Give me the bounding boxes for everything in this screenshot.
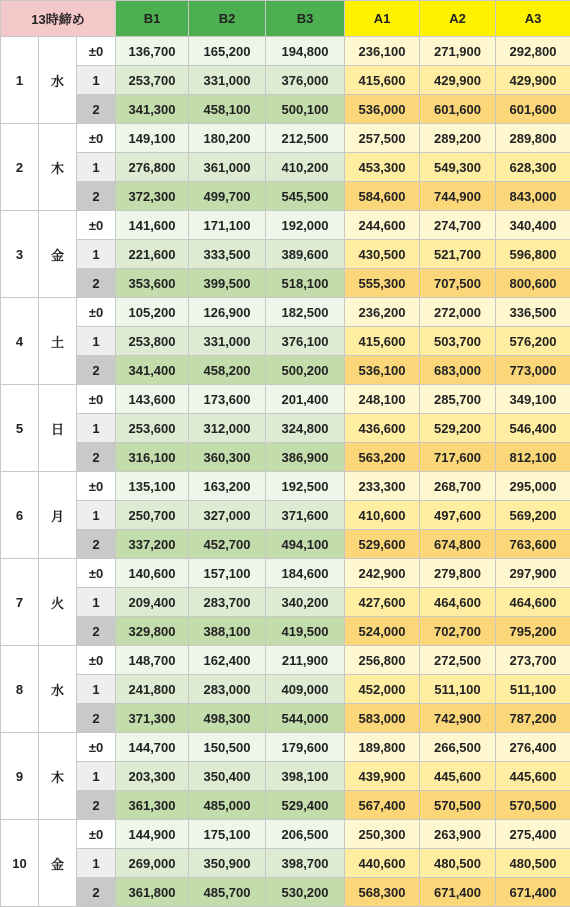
- price-cell: 445,600: [496, 762, 570, 791]
- level-label: 2: [77, 704, 116, 733]
- price-cell: 171,100: [189, 211, 266, 240]
- table-row: [1, 501, 570, 530]
- price-cell: 570,500: [496, 791, 570, 820]
- price-cell: 144,700: [116, 733, 189, 762]
- price-cell: 150,500: [189, 733, 266, 762]
- table-title: 13時締め: [1, 1, 116, 37]
- price-cell: 563,200: [345, 443, 420, 472]
- level-label: 2: [77, 182, 116, 211]
- price-cell: 452,700: [189, 530, 266, 559]
- price-cell: 341,300: [116, 95, 189, 124]
- price-cell: 175,100: [189, 820, 266, 849]
- price-cell: 173,600: [189, 385, 266, 414]
- price-cell: 458,100: [189, 95, 266, 124]
- price-cell: 453,300: [345, 153, 420, 182]
- price-cell: 274,700: [420, 211, 496, 240]
- price-cell: 430,500: [345, 240, 420, 269]
- level-label: ±0: [77, 646, 116, 675]
- price-cell: 276,400: [496, 733, 570, 762]
- price-cell: 203,300: [116, 762, 189, 791]
- price-cell: 272,500: [420, 646, 496, 675]
- price-cell: 233,300: [345, 472, 420, 501]
- price-cell: 283,000: [189, 675, 266, 704]
- table-row: [1, 298, 570, 327]
- price-cell: 429,900: [496, 66, 570, 95]
- price-cell: 165,200: [189, 37, 266, 66]
- price-cell: 671,400: [420, 878, 496, 907]
- price-cell: 206,500: [266, 820, 345, 849]
- price-cell: 337,200: [116, 530, 189, 559]
- price-cell: 242,900: [345, 559, 420, 588]
- price-cell: 399,500: [189, 269, 266, 298]
- price-cell: 376,100: [266, 327, 345, 356]
- price-cell: 628,300: [496, 153, 570, 182]
- price-cell: 236,100: [345, 37, 420, 66]
- price-cell: 331,000: [189, 66, 266, 95]
- price-cell: 683,000: [420, 356, 496, 385]
- price-cell: 795,200: [496, 617, 570, 646]
- price-cell: 192,500: [266, 472, 345, 501]
- level-label: 2: [77, 95, 116, 124]
- price-cell: 327,000: [189, 501, 266, 530]
- price-cell: 601,600: [496, 95, 570, 124]
- price-cell: 350,400: [189, 762, 266, 791]
- date-number: 10: [1, 820, 39, 907]
- price-cell: 498,300: [189, 704, 266, 733]
- table-row: [1, 530, 570, 559]
- level-label: ±0: [77, 472, 116, 501]
- price-cell: 567,400: [345, 791, 420, 820]
- table-row: [1, 124, 570, 153]
- table-row: [1, 385, 570, 414]
- price-cell: 545,500: [266, 182, 345, 211]
- price-cell: 135,100: [116, 472, 189, 501]
- price-cell: 549,300: [420, 153, 496, 182]
- price-cell: 221,600: [116, 240, 189, 269]
- price-cell: 787,200: [496, 704, 570, 733]
- price-cell: 763,600: [496, 530, 570, 559]
- price-cell: 674,800: [420, 530, 496, 559]
- col-header-a3: A3: [496, 1, 570, 37]
- price-cell: 536,100: [345, 356, 420, 385]
- price-cell: 480,500: [496, 849, 570, 878]
- price-cell: 398,100: [266, 762, 345, 791]
- table-row: [1, 820, 570, 849]
- price-cell: 360,300: [189, 443, 266, 472]
- price-cell: 250,700: [116, 501, 189, 530]
- table-row: [1, 791, 570, 820]
- price-cell: 530,200: [266, 878, 345, 907]
- price-cell: 295,000: [496, 472, 570, 501]
- price-cell: 269,000: [116, 849, 189, 878]
- date-number: 3: [1, 211, 39, 298]
- price-cell: 570,500: [420, 791, 496, 820]
- price-cell: 485,000: [189, 791, 266, 820]
- price-cell: 702,700: [420, 617, 496, 646]
- level-label: ±0: [77, 298, 116, 327]
- price-cell: 744,900: [420, 182, 496, 211]
- price-cell: 843,000: [496, 182, 570, 211]
- price-cell: 212,500: [266, 124, 345, 153]
- price-cell: 445,600: [420, 762, 496, 791]
- price-cell: 386,900: [266, 443, 345, 472]
- price-cell: 494,100: [266, 530, 345, 559]
- weekday-label: 土: [39, 298, 77, 385]
- price-cell: 707,500: [420, 269, 496, 298]
- price-cell: 436,600: [345, 414, 420, 443]
- price-cell: 283,700: [189, 588, 266, 617]
- table-row: [1, 182, 570, 211]
- price-cell: 569,200: [496, 501, 570, 530]
- price-cell: 584,600: [345, 182, 420, 211]
- price-cell: 361,800: [116, 878, 189, 907]
- price-cell: 329,800: [116, 617, 189, 646]
- price-cell: 149,100: [116, 124, 189, 153]
- price-cell: 511,100: [496, 675, 570, 704]
- price-cell: 266,500: [420, 733, 496, 762]
- price-cell: 536,000: [345, 95, 420, 124]
- level-label: 1: [77, 501, 116, 530]
- col-header-a2: A2: [420, 1, 496, 37]
- price-cell: 273,700: [496, 646, 570, 675]
- level-label: 2: [77, 443, 116, 472]
- weekday-label: 水: [39, 646, 77, 733]
- weekday-label: 木: [39, 124, 77, 211]
- level-label: ±0: [77, 124, 116, 153]
- price-cell: 601,600: [420, 95, 496, 124]
- price-cell: 410,600: [345, 501, 420, 530]
- weekday-label: 火: [39, 559, 77, 646]
- price-cell: 256,800: [345, 646, 420, 675]
- price-cell: 529,200: [420, 414, 496, 443]
- price-cell: 717,600: [420, 443, 496, 472]
- price-cell: 568,300: [345, 878, 420, 907]
- price-cell: 485,700: [189, 878, 266, 907]
- price-cell: 576,200: [496, 327, 570, 356]
- table-row: [1, 646, 570, 675]
- price-cell: 511,100: [420, 675, 496, 704]
- price-cell: 500,100: [266, 95, 345, 124]
- price-cell: 194,800: [266, 37, 345, 66]
- table-row: [1, 675, 570, 704]
- price-cell: 398,700: [266, 849, 345, 878]
- price-cell: 361,000: [189, 153, 266, 182]
- price-cell: 331,000: [189, 327, 266, 356]
- price-cell: 250,300: [345, 820, 420, 849]
- price-cell: 136,700: [116, 37, 189, 66]
- price-cell: 257,500: [345, 124, 420, 153]
- price-cell: 497,600: [420, 501, 496, 530]
- price-cell: 279,800: [420, 559, 496, 588]
- level-label: 2: [77, 878, 116, 907]
- price-cell: 289,200: [420, 124, 496, 153]
- price-cell: 126,900: [189, 298, 266, 327]
- price-cell: 429,900: [420, 66, 496, 95]
- level-label: 1: [77, 675, 116, 704]
- table-row: [1, 240, 570, 269]
- table-row: [1, 762, 570, 791]
- price-cell: 812,100: [496, 443, 570, 472]
- price-cell: 333,500: [189, 240, 266, 269]
- date-number: 9: [1, 733, 39, 820]
- price-cell: 162,400: [189, 646, 266, 675]
- date-number: 6: [1, 472, 39, 559]
- table-row: [1, 66, 570, 95]
- col-header-b2: B2: [189, 1, 266, 37]
- table-row: [1, 153, 570, 182]
- weekday-label: 月: [39, 472, 77, 559]
- price-cell: 546,400: [496, 414, 570, 443]
- price-cell: 464,600: [420, 588, 496, 617]
- price-cell: 289,800: [496, 124, 570, 153]
- date-number: 8: [1, 646, 39, 733]
- level-label: 2: [77, 791, 116, 820]
- table-row: [1, 37, 570, 66]
- level-label: 2: [77, 356, 116, 385]
- price-cell: 500,200: [266, 356, 345, 385]
- level-label: 1: [77, 588, 116, 617]
- price-cell: 480,500: [420, 849, 496, 878]
- level-label: 2: [77, 617, 116, 646]
- price-cell: 349,100: [496, 385, 570, 414]
- level-label: 1: [77, 327, 116, 356]
- price-cell: 263,900: [420, 820, 496, 849]
- price-cell: 143,600: [116, 385, 189, 414]
- weekday-label: 金: [39, 211, 77, 298]
- price-cell: 439,900: [345, 762, 420, 791]
- price-cell: 253,700: [116, 66, 189, 95]
- price-cell: 518,100: [266, 269, 345, 298]
- price-cell: 742,900: [420, 704, 496, 733]
- weekday-label: 木: [39, 733, 77, 820]
- level-label: 1: [77, 153, 116, 182]
- price-cell: 253,800: [116, 327, 189, 356]
- table-row: [1, 269, 570, 298]
- header-row: [1, 1, 570, 37]
- price-cell: 268,700: [420, 472, 496, 501]
- price-cell: 336,500: [496, 298, 570, 327]
- price-cell: 340,200: [266, 588, 345, 617]
- price-cell: 376,000: [266, 66, 345, 95]
- table-row: [1, 588, 570, 617]
- col-header-b3: B3: [266, 1, 345, 37]
- price-cell: 529,600: [345, 530, 420, 559]
- price-cell: 140,600: [116, 559, 189, 588]
- price-cell: 372,300: [116, 182, 189, 211]
- price-cell: 248,100: [345, 385, 420, 414]
- level-label: ±0: [77, 559, 116, 588]
- table-row: [1, 617, 570, 646]
- price-cell: 524,000: [345, 617, 420, 646]
- date-number: 5: [1, 385, 39, 472]
- date-number: 7: [1, 559, 39, 646]
- price-cell: 189,800: [345, 733, 420, 762]
- price-cell: 583,000: [345, 704, 420, 733]
- col-header-a1: A1: [345, 1, 420, 37]
- price-cell: 410,200: [266, 153, 345, 182]
- col-header-b1: B1: [116, 1, 189, 37]
- price-cell: 244,600: [345, 211, 420, 240]
- price-cell: 340,400: [496, 211, 570, 240]
- table-row: [1, 878, 570, 907]
- price-cell: 458,200: [189, 356, 266, 385]
- price-cell: 163,200: [189, 472, 266, 501]
- level-label: ±0: [77, 211, 116, 240]
- date-number: 4: [1, 298, 39, 385]
- table-row: [1, 356, 570, 385]
- price-cell: 201,400: [266, 385, 345, 414]
- table-row: [1, 414, 570, 443]
- table-row: [1, 95, 570, 124]
- price-cell: 596,800: [496, 240, 570, 269]
- price-cell: 105,200: [116, 298, 189, 327]
- table-row: [1, 733, 570, 762]
- price-cell: 236,200: [345, 298, 420, 327]
- price-cell: 211,900: [266, 646, 345, 675]
- table-row: [1, 472, 570, 501]
- table-row: [1, 704, 570, 733]
- price-cell: 180,200: [189, 124, 266, 153]
- level-label: ±0: [77, 37, 116, 66]
- price-cell: 272,000: [420, 298, 496, 327]
- price-cell: 499,700: [189, 182, 266, 211]
- price-cell: 350,900: [189, 849, 266, 878]
- price-cell: 409,000: [266, 675, 345, 704]
- level-label: 1: [77, 66, 116, 95]
- table-row: [1, 559, 570, 588]
- price-cell: 521,700: [420, 240, 496, 269]
- level-label: 2: [77, 269, 116, 298]
- table-row: [1, 211, 570, 240]
- level-label: 1: [77, 240, 116, 269]
- price-cell: 184,600: [266, 559, 345, 588]
- price-cell: 144,900: [116, 820, 189, 849]
- level-label: 1: [77, 762, 116, 791]
- price-cell: 371,300: [116, 704, 189, 733]
- level-label: ±0: [77, 385, 116, 414]
- weekday-label: 日: [39, 385, 77, 472]
- price-cell: 297,900: [496, 559, 570, 588]
- level-label: ±0: [77, 820, 116, 849]
- price-cell: 209,400: [116, 588, 189, 617]
- price-cell: 452,000: [345, 675, 420, 704]
- price-cell: 275,400: [496, 820, 570, 849]
- level-label: 1: [77, 849, 116, 878]
- price-cell: 271,900: [420, 37, 496, 66]
- price-cell: 440,600: [345, 849, 420, 878]
- price-cell: 415,600: [345, 327, 420, 356]
- price-cell: 141,600: [116, 211, 189, 240]
- table-body: [1, 37, 570, 907]
- price-cell: 415,600: [345, 66, 420, 95]
- price-cell: 276,800: [116, 153, 189, 182]
- price-cell: 182,500: [266, 298, 345, 327]
- table-row: [1, 327, 570, 356]
- price-cell: 800,600: [496, 269, 570, 298]
- price-cell: 389,600: [266, 240, 345, 269]
- price-cell: 464,600: [496, 588, 570, 617]
- price-cell: 192,000: [266, 211, 345, 240]
- level-label: 1: [77, 414, 116, 443]
- price-cell: 555,300: [345, 269, 420, 298]
- price-cell: 253,600: [116, 414, 189, 443]
- price-cell: 324,800: [266, 414, 345, 443]
- price-cell: 671,400: [496, 878, 570, 907]
- price-cell: 503,700: [420, 327, 496, 356]
- price-cell: 312,000: [189, 414, 266, 443]
- price-cell: 241,800: [116, 675, 189, 704]
- level-label: ±0: [77, 733, 116, 762]
- table-row: [1, 849, 570, 878]
- price-cell: 292,800: [496, 37, 570, 66]
- weekday-label: 水: [39, 37, 77, 124]
- price-cell: 285,700: [420, 385, 496, 414]
- price-cell: 371,600: [266, 501, 345, 530]
- weekday-label: 金: [39, 820, 77, 907]
- table-row: [1, 443, 570, 472]
- price-cell: 388,100: [189, 617, 266, 646]
- price-cell: 341,400: [116, 356, 189, 385]
- price-cell: 179,600: [266, 733, 345, 762]
- price-cell: 361,300: [116, 791, 189, 820]
- price-cell: 529,400: [266, 791, 345, 820]
- price-cell: 773,000: [496, 356, 570, 385]
- price-cell: 353,600: [116, 269, 189, 298]
- price-cell: 419,500: [266, 617, 345, 646]
- level-label: 2: [77, 530, 116, 559]
- price-cell: 148,700: [116, 646, 189, 675]
- price-cell: 316,100: [116, 443, 189, 472]
- price-cell: 544,000: [266, 704, 345, 733]
- price-cell: 157,100: [189, 559, 266, 588]
- date-number: 2: [1, 124, 39, 211]
- price-cell: 427,600: [345, 588, 420, 617]
- date-number: 1: [1, 37, 39, 124]
